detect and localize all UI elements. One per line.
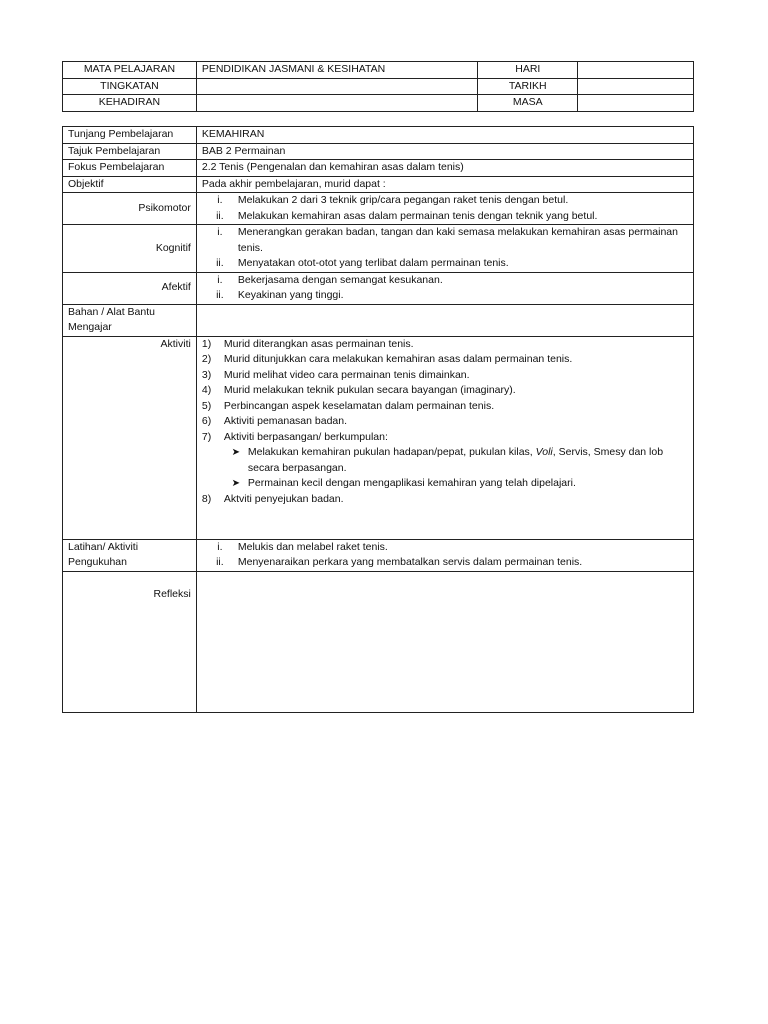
item-number: 3)	[201, 368, 212, 381]
list-item	[202, 414, 688, 430]
item-text: Menyenaraikan perkara yang membatalkan servis dalam permainan tenis.	[237, 556, 583, 568]
list-item	[202, 555, 688, 571]
item-number: 6)	[201, 415, 212, 427]
fokus-label: Fokus Pembelajaran	[63, 160, 197, 177]
header-row-attendance	[63, 95, 694, 112]
item-text: Menerangkan gerakan badan, tangan dan kaki semasa melakukan kemahiran asas permainan tenis.	[237, 226, 678, 254]
mata-pelajaran-label: MATA PELAJARAN	[63, 62, 197, 79]
item-text: Murid melihat video cara permainan tenis dimainkan.	[223, 368, 470, 381]
item-text: Aktviti penyejukan badan.	[223, 492, 344, 505]
tingkatan-label: TINGKATAN	[63, 78, 197, 95]
lesson-plan-table	[62, 126, 694, 713]
kehadiran-label: KEHADIRAN	[63, 95, 197, 112]
psikomotor-list	[196, 193, 693, 225]
fokus-value: 2.2 Tenis (Pengenalan dan kemahiran asas dalam tenis)	[196, 160, 693, 177]
item-text	[248, 476, 688, 492]
row-psikomotor	[63, 193, 694, 225]
tingkatan-value	[196, 78, 478, 95]
list-item	[202, 540, 688, 556]
arrow-bullet-icon: ➤	[231, 447, 241, 458]
list-item	[202, 383, 688, 399]
bahan-value	[196, 304, 693, 336]
list-item	[202, 399, 688, 415]
item-text: Keyakinan yang tinggi.	[237, 289, 344, 301]
tajuk-label: Tajuk Pembelajaran	[63, 143, 197, 160]
row-refleksi	[63, 571, 694, 712]
list-item	[202, 209, 688, 225]
list-item	[202, 337, 688, 353]
italic-term: Voli	[535, 446, 553, 458]
objektif-label: Objektif	[63, 176, 197, 193]
tunjang-value: KEMAHIRAN	[196, 127, 693, 144]
header-row-level	[63, 78, 694, 95]
item-number: i.	[217, 194, 223, 206]
tajuk-value: BAB 2 Permainan	[196, 143, 693, 160]
item-number: i.	[217, 540, 223, 553]
refleksi-label: Refleksi	[63, 571, 197, 712]
item-text: Bekerjasama dengan semangat kesukanan.	[237, 273, 443, 286]
arrow-bullet-icon: ➤	[231, 478, 241, 489]
tarikh-value	[578, 78, 694, 95]
masa-value	[578, 95, 694, 112]
masa-label: MASA	[478, 95, 578, 112]
header-table	[62, 61, 694, 112]
list-item	[202, 193, 688, 209]
item-number: 7)	[201, 430, 212, 443]
tunjang-label: Tunjang Pembelajaran	[63, 127, 197, 144]
row-latihan	[63, 539, 694, 571]
item-text: Menyatakan otot-otot yang terlibat dalam permainan tenis.	[237, 257, 509, 269]
item-text: Perbincangan aspek keselamatan dalam permainan tenis.	[223, 399, 495, 412]
text-segment: , Servis, Smesy dan lob secara berpasangan.	[247, 446, 664, 474]
objektif-value: Pada akhir pembelajaran, murid dapat :	[196, 176, 693, 193]
afektif-label: Afektif	[63, 272, 197, 304]
latihan-label: Latihan/ Aktiviti Pengukuhan	[63, 539, 197, 571]
bahan-label: Bahan / Alat Bantu Mengajar	[63, 304, 197, 336]
mata-pelajaran-value: PENDIDIKAN JASMANI & KESIHATAN	[196, 62, 478, 79]
item-number: ii.	[216, 257, 224, 269]
item-number: 1)	[201, 337, 212, 350]
item-text: Melukis dan melabel raket tenis.	[237, 540, 388, 553]
psikomotor-label: Psikomotor	[63, 193, 197, 225]
item-number: 8)	[201, 492, 212, 505]
item-text	[248, 445, 688, 476]
list-item	[202, 368, 688, 384]
item-text: Murid ditunjukkan cara melakukan kemahiran asas dalam permainan tenis.	[223, 353, 573, 365]
row-fokus	[63, 160, 694, 177]
item-number: 4)	[201, 384, 212, 396]
row-tunjang	[63, 127, 694, 144]
item-text: Murid diterangkan asas permainan tenis.	[223, 337, 414, 350]
list-item	[202, 430, 688, 446]
item-text: Melakukan 2 dari 3 teknik grip/cara pegangan raket tenis dengan betul.	[237, 194, 569, 206]
list-item	[202, 352, 688, 368]
refleksi-value	[196, 571, 693, 712]
hari-value	[578, 62, 694, 79]
row-kognitif	[63, 225, 694, 273]
hari-label: HARI	[478, 62, 578, 79]
kehadiran-value	[196, 95, 478, 112]
aktiviti-label: Aktiviti	[63, 336, 197, 539]
item-text: Melakukan kemahiran asas dalam permainan tenis dengan teknik yang betul.	[237, 209, 598, 222]
list-item	[202, 492, 688, 508]
list-item	[202, 225, 688, 256]
row-afektif	[63, 272, 694, 304]
kognitif-label: Kognitif	[63, 225, 197, 273]
text-segment: Melakukan kemahiran pukulan hadapan/pepat, pukulan kilas,	[247, 446, 536, 458]
list-item	[202, 273, 688, 289]
item-number: 2)	[201, 353, 212, 365]
list-item	[202, 256, 688, 272]
item-text: Aktiviti berpasangan/ berkumpulan:	[223, 430, 388, 443]
header-row-subject	[63, 62, 694, 79]
tarikh-label: TARIKH	[478, 78, 578, 95]
item-number: ii.	[216, 209, 224, 222]
latihan-list	[196, 539, 693, 571]
sub-list-item	[202, 476, 688, 492]
text-segment: Permainan kecil dengan mengaplikasi kemahiran yang telah dipelajari.	[247, 477, 576, 489]
item-number: ii.	[216, 289, 224, 301]
item-number: ii.	[216, 556, 224, 568]
item-text: Aktiviti pemanasan badan.	[223, 415, 348, 427]
aktiviti-list	[196, 336, 693, 539]
item-number: i.	[217, 273, 223, 286]
row-bahan	[63, 304, 694, 336]
list-item	[202, 288, 688, 304]
kognitif-list	[196, 225, 693, 273]
sub-list-item	[202, 445, 688, 476]
item-text: Murid melakukan teknik pukulan secara bayangan (imaginary).	[223, 384, 516, 396]
row-aktiviti	[63, 336, 694, 539]
row-objektif	[63, 176, 694, 193]
afektif-list	[196, 272, 693, 304]
item-number: 5)	[201, 399, 212, 412]
row-tajuk	[63, 143, 694, 160]
item-number: i.	[217, 226, 223, 238]
